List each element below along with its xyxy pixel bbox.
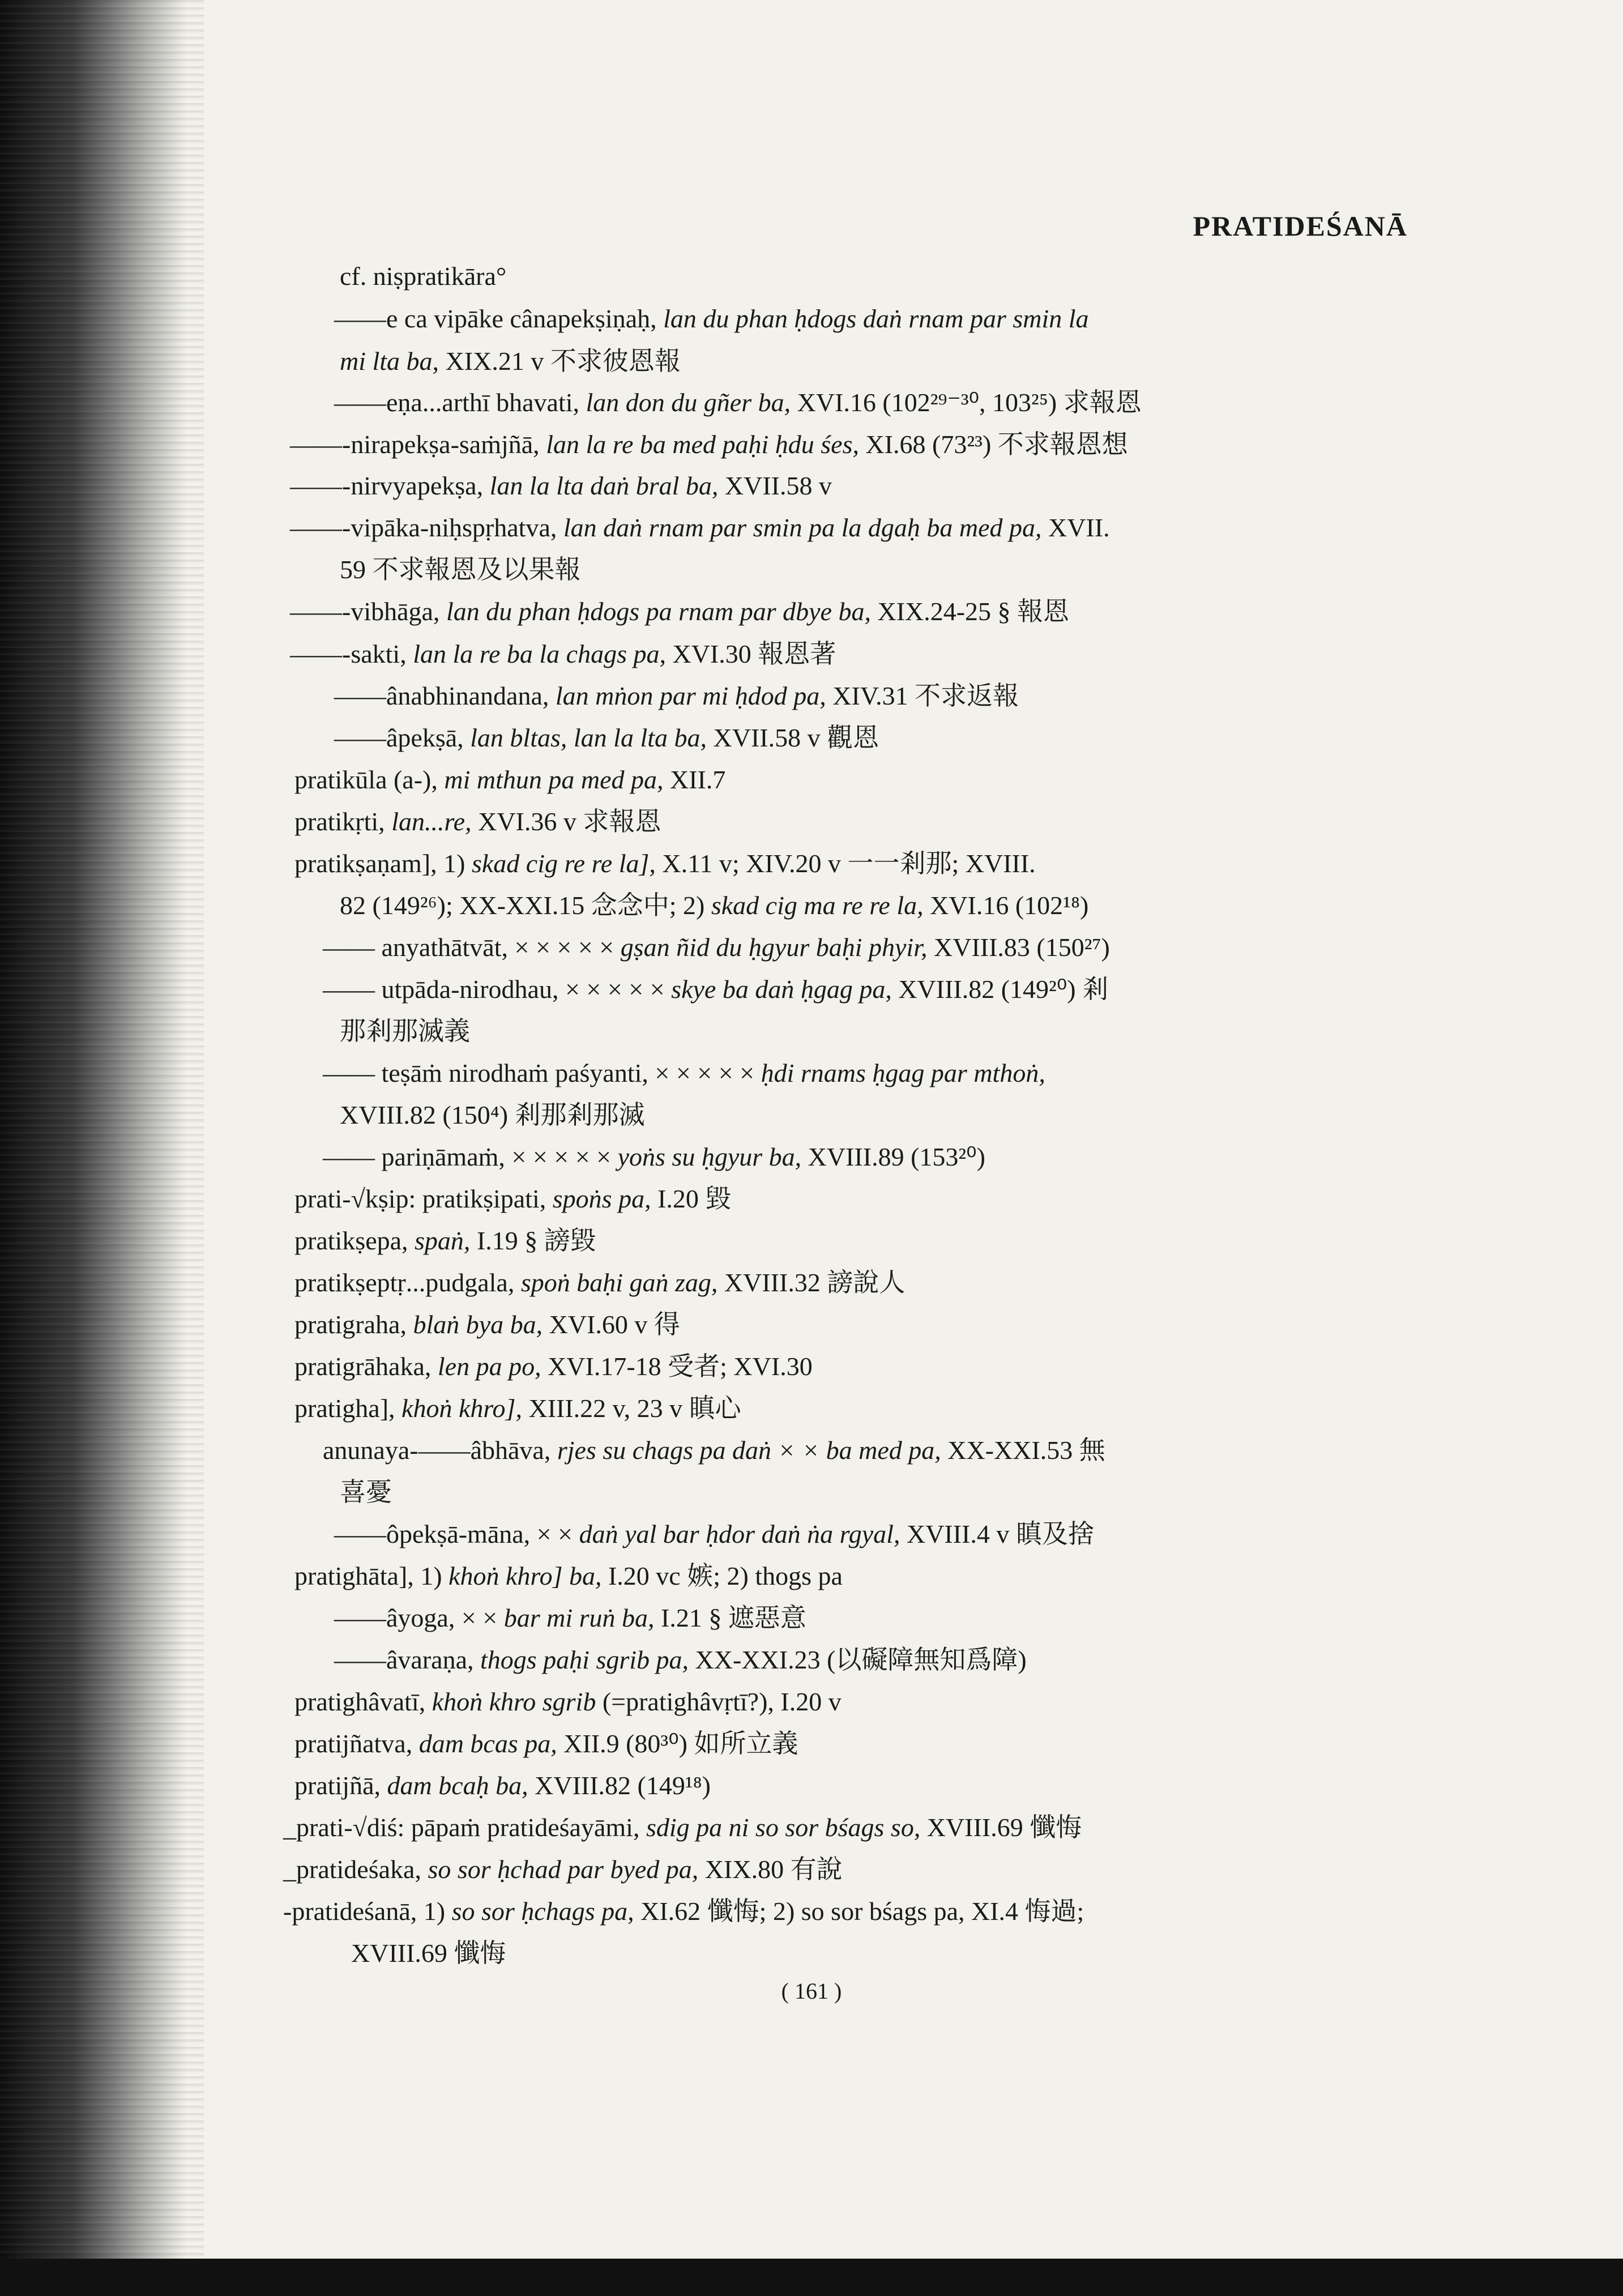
tibetan-equivalent: lan bltas, lan la lta ba, bbox=[470, 723, 707, 752]
tibetan-equivalent: blaṅ bya ba, bbox=[413, 1310, 543, 1339]
headword-text: pratikṛti, bbox=[294, 807, 392, 836]
tibetan-equivalent: khoṅ khro] ba, bbox=[449, 1561, 602, 1590]
book-spine-texture bbox=[0, 0, 204, 2260]
reference-text: I.20 毀 bbox=[651, 1184, 732, 1213]
entry-line bbox=[334, 718, 879, 758]
headword-text: —— anyathātvāt, × × × × × bbox=[323, 933, 621, 962]
reference-text: X.11 v; XIV.20 v 一一剎那; XVIII. bbox=[655, 849, 1036, 878]
tibetan-equivalent: daṅ yal bar ḥdor daṅ ṅa rgyal, bbox=[579, 1520, 900, 1548]
entry-line bbox=[290, 466, 832, 506]
entry-line bbox=[323, 927, 1110, 968]
entry-line bbox=[323, 969, 1108, 1010]
headword-text: anunaya-——âbhāva, bbox=[323, 1436, 557, 1465]
reference-text: XVIII.82 (149²⁰) 剎 bbox=[891, 975, 1109, 1004]
entry-line bbox=[340, 256, 506, 297]
headword-text: ——-vipāka-niḥspṛhatva, bbox=[290, 513, 563, 542]
headword-text: cf. niṣpratikāra° bbox=[340, 262, 507, 291]
tibetan-equivalent: skad cig ma re re la, bbox=[711, 891, 924, 920]
entry-line bbox=[294, 1220, 596, 1261]
reference-text: I.19 § 謗毀 bbox=[470, 1226, 596, 1255]
entry-line bbox=[294, 1682, 842, 1722]
tibetan-equivalent: spoṅ baḥi gaṅ zag, bbox=[520, 1268, 718, 1297]
entry-line bbox=[294, 1346, 813, 1387]
reference-text: (=pratighâvṛtī?), I.20 v bbox=[596, 1687, 842, 1716]
headword-text: pratikṣepa, bbox=[294, 1226, 415, 1255]
entry-line bbox=[334, 382, 1142, 423]
reference-text: XIX.21 v 不求彼恩報 bbox=[439, 347, 681, 375]
entry-line bbox=[283, 1807, 1082, 1848]
tibetan-equivalent: spoṅs pa, bbox=[552, 1184, 651, 1213]
reference-text: XVIII.82 (149¹⁸) bbox=[528, 1771, 711, 1800]
headword-text: pratikūla (a-), bbox=[294, 765, 445, 794]
entry-line bbox=[294, 1723, 798, 1764]
reference-text: XVI.60 v 得 bbox=[543, 1310, 680, 1339]
entry-line bbox=[323, 1430, 1105, 1471]
tibetan-equivalent: ḥdi rnams ḥgag par mthoṅ, bbox=[761, 1059, 1045, 1087]
tibetan-equivalent: dam bcaḥ ba, bbox=[387, 1771, 528, 1800]
tibetan-equivalent: lan la re ba la chags pa, bbox=[413, 639, 666, 668]
entry-line bbox=[294, 801, 661, 842]
reference-text: XI.68 (73²³) 不求報恩想 bbox=[859, 430, 1128, 459]
headword-text: —— teṣāṁ nirodhaṁ paśyanti, × × × × × bbox=[323, 1059, 761, 1087]
reference-text: XIII.22 v, 23 v 瞋心 bbox=[522, 1394, 741, 1423]
headword-text: pratijñatva, bbox=[294, 1729, 419, 1758]
entry-line bbox=[283, 1891, 1084, 1932]
headword-text: —— pariṇāmaṁ, × × × × × bbox=[323, 1142, 618, 1171]
reference-text: XIX.24-25 § 報恩 bbox=[870, 597, 1070, 626]
headword-text: ——-sakti, bbox=[290, 639, 413, 668]
headword-text: _pratideśaka, bbox=[283, 1855, 428, 1884]
entry-line bbox=[351, 1933, 506, 1974]
reference-text: XII.9 (80³⁰) 如所立義 bbox=[557, 1729, 798, 1758]
tibetan-equivalent: spaṅ, bbox=[415, 1226, 471, 1255]
entry-line bbox=[290, 634, 836, 675]
entry-line bbox=[340, 341, 681, 382]
headword-text: prati-√kṣip: pratikṣipati, bbox=[294, 1184, 553, 1213]
tibetan-equivalent: lan mṅon par mi ḥdod pa, bbox=[555, 681, 826, 710]
headword-text: pratighâvatī, bbox=[294, 1687, 432, 1716]
reference-text: I.21 § 遮惡意 bbox=[654, 1603, 806, 1632]
headword-text: pratikṣeptṛ...pudgala, bbox=[294, 1268, 521, 1297]
entry-line bbox=[340, 1011, 470, 1052]
reference-text: XIX.80 有說 bbox=[698, 1855, 843, 1884]
headword-text: ——-vibhāga, bbox=[290, 597, 446, 626]
reference-text: XX-XXI.53 無 bbox=[941, 1436, 1105, 1465]
headword-text: ——-nirvyapekṣa, bbox=[290, 471, 490, 500]
tibetan-equivalent: lan don du gñer ba, bbox=[586, 388, 791, 417]
headword-text: —— utpāda-nirodhau, × × × × × bbox=[323, 975, 672, 1004]
tibetan-equivalent: skad cig re re la], bbox=[471, 849, 656, 878]
entry-line bbox=[294, 843, 1036, 884]
running-head: PRATIDEŚANĀ bbox=[1193, 210, 1408, 242]
reference-text: XVIII.4 v 瞋及捨 bbox=[900, 1520, 1094, 1548]
headword-text: ——e ca vipāke cânapekṣiṇaḥ, bbox=[334, 304, 664, 333]
headword-text: 59 不求報恩及以果報 bbox=[340, 555, 581, 584]
tibetan-equivalent: lan daṅ rnam par smin pa la dgaḥ ba med pa, bbox=[563, 513, 1042, 542]
entry-line bbox=[290, 591, 1069, 632]
reference-text: XII.7 bbox=[663, 765, 726, 794]
entry-line bbox=[323, 1137, 985, 1177]
headword-text: ——âpekṣā, bbox=[334, 723, 471, 752]
headword-text: pratijñā, bbox=[294, 1771, 387, 1800]
headword-text: 那剎那滅義 bbox=[340, 1017, 470, 1045]
reference-text: XVIII.32 謗說人 bbox=[717, 1268, 906, 1297]
tibetan-equivalent: thogs paḥi sgrib pa, bbox=[480, 1645, 689, 1674]
headword-text: XVIII.82 (150⁴) 剎那剎那滅 bbox=[340, 1100, 645, 1129]
reference-text: XVI.17-18 受者; XVI.30 bbox=[541, 1352, 813, 1381]
tibetan-equivalent: lan la re ba med paḥi ḥdu śes, bbox=[546, 430, 859, 459]
entry-line bbox=[290, 424, 1128, 465]
headword-text: ——âyoga, × × bbox=[334, 1603, 504, 1632]
tibetan-equivalent: len pa po, bbox=[437, 1352, 541, 1381]
page-number: ( 161 ) bbox=[781, 1978, 842, 2004]
tibetan-equivalent: gṣan ñid du ḥgyur baḥi phyir, bbox=[620, 933, 928, 962]
entry-line bbox=[294, 1556, 843, 1597]
tibetan-equivalent: lan...re, bbox=[391, 807, 472, 836]
tibetan-equivalent: lan la lta daṅ bral ba, bbox=[489, 471, 719, 500]
entry-line bbox=[323, 1053, 1045, 1094]
entry-line bbox=[294, 1388, 741, 1429]
scan-bottom-edge bbox=[0, 2259, 1623, 2296]
entry-line bbox=[334, 298, 1089, 339]
entry-line bbox=[294, 1304, 680, 1345]
reference-text: I.20 vc 嫉; 2) thogs pa bbox=[601, 1561, 843, 1590]
reference-text: XVI.36 v 求報恩 bbox=[471, 807, 661, 836]
reference-text: XVI.16 (102¹⁸) bbox=[923, 891, 1089, 920]
tibetan-equivalent: rjes su chags pa daṅ × × ba med pa, bbox=[557, 1436, 941, 1465]
tibetan-equivalent: so sor ḥchad par byed pa, bbox=[428, 1855, 699, 1884]
tibetan-equivalent: bar mi ruṅ ba, bbox=[503, 1603, 655, 1632]
reference-text: XVIII.89 (153²⁰) bbox=[801, 1142, 985, 1171]
tibetan-equivalent: lan du phan ḥdogs daṅ rnam par smin la bbox=[663, 304, 1089, 333]
entry-line bbox=[290, 507, 1110, 548]
tibetan-equivalent: skye ba daṅ ḥgag pa, bbox=[671, 975, 892, 1004]
headword-text: pratigha], bbox=[294, 1394, 402, 1423]
tibetan-equivalent: dam bcas pa, bbox=[418, 1729, 557, 1758]
headword-text: pratighāta], 1) bbox=[294, 1561, 449, 1590]
headword-text: ——âvaraṇa, bbox=[334, 1645, 480, 1674]
headword-text: ——eṇa...arthī bhavati, bbox=[334, 388, 586, 417]
reference-text: XVII. bbox=[1041, 513, 1110, 542]
tibetan-equivalent: khoṅ khro sgrib bbox=[432, 1687, 596, 1716]
entry-line bbox=[294, 1179, 731, 1219]
headword-text: pratigraha, bbox=[294, 1310, 413, 1339]
headword-text: 82 (149²⁶); XX-XXI.15 念念中; 2) bbox=[340, 891, 711, 920]
headword-text: XVIII.69 懺悔 bbox=[351, 1939, 506, 1968]
tibetan-equivalent: yoṅs su ḥgyur ba, bbox=[617, 1142, 802, 1171]
tibetan-equivalent: mi lta ba, bbox=[340, 347, 439, 375]
entry-line bbox=[340, 1095, 645, 1136]
tibetan-equivalent: so sor ḥchags pa, bbox=[451, 1897, 634, 1926]
entry-line bbox=[340, 885, 1088, 926]
tibetan-equivalent: mi mthun pa med pa, bbox=[444, 765, 664, 794]
headword-text: 喜憂 bbox=[340, 1478, 392, 1507]
entry-line bbox=[294, 759, 725, 800]
reference-text: XIV.31 不求返報 bbox=[826, 681, 1019, 710]
headword-text: ——-nirapekṣa-saṁjñā, bbox=[290, 430, 546, 459]
entry-line bbox=[334, 1514, 1094, 1555]
reference-text: XI.62 懺悔; 2) so sor bśags pa, XI.4 悔過; bbox=[634, 1897, 1084, 1926]
reference-text: XVII.58 v 觀恩 bbox=[707, 723, 879, 752]
entry-line bbox=[340, 549, 581, 590]
reference-text: XX-XXI.23 (以礙障無知爲障) bbox=[689, 1645, 1027, 1674]
headword-text: pratikṣaṇam], 1) bbox=[294, 849, 472, 878]
tibetan-equivalent: lan du phan ḥdogs pa rnam par dbye ba, bbox=[446, 597, 871, 626]
reference-text: XVI.30 報恩著 bbox=[665, 639, 836, 668]
entry-line bbox=[340, 1472, 392, 1513]
headword-text: -pratideśanā, 1) bbox=[283, 1897, 452, 1926]
tibetan-equivalent: sdig pa ni so sor bśags so, bbox=[646, 1813, 921, 1842]
entry-line bbox=[334, 1598, 806, 1638]
entry-line bbox=[283, 1849, 843, 1890]
entry-line bbox=[334, 1640, 1027, 1680]
headword-text: pratigrāhaka, bbox=[294, 1352, 438, 1381]
reference-text: XVIII.83 (150²⁷) bbox=[927, 933, 1110, 962]
reference-text: XVIII.69 懺悔 bbox=[920, 1813, 1082, 1842]
headword-text: ——ôpekṣā-māna, × × bbox=[334, 1520, 579, 1548]
tibetan-equivalent: khoṅ khro], bbox=[402, 1394, 522, 1423]
entry-line bbox=[294, 1765, 711, 1806]
entry-line bbox=[294, 1262, 905, 1303]
reference-text: XVII.58 v bbox=[718, 471, 832, 500]
headword-text: _prati-√diś: pāpaṁ pratideśayāmi, bbox=[283, 1813, 646, 1842]
entry-line bbox=[334, 676, 1019, 716]
reference-text: XVI.16 (102²⁹⁻³⁰, 103²⁵) 求報恩 bbox=[791, 388, 1142, 417]
headword-text: ——ânabhinandana, bbox=[334, 681, 556, 710]
